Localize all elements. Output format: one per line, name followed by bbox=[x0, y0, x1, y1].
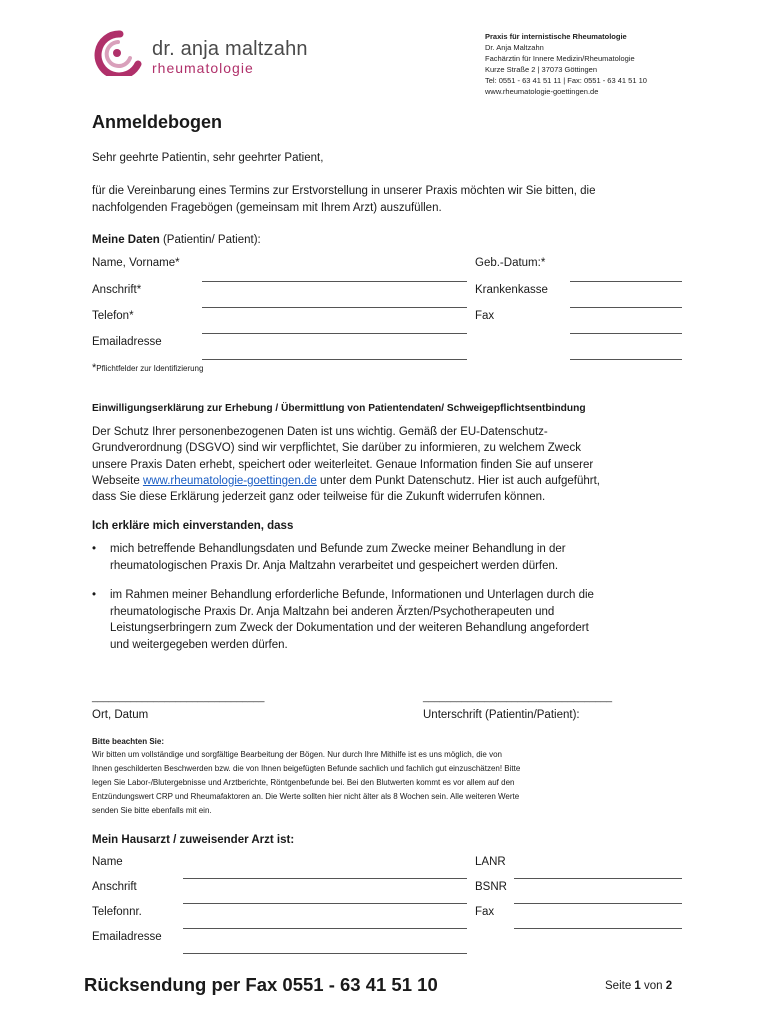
bullet-2-line-2: rheumatologische Praxis Dr. Anja Maltzahn bei anderen Ärzten/Psychotherapeuten und bbox=[110, 605, 555, 618]
bullet-2-line-4: und weitergegeben werden dürfen. bbox=[110, 638, 288, 651]
fax-input-line[interactable] bbox=[570, 333, 682, 334]
page-mid: von bbox=[640, 980, 666, 992]
place-date-line[interactable]: _______________________________ bbox=[92, 692, 265, 703]
bullet-icon: • bbox=[92, 589, 97, 601]
consent-line-4-pre: Webseite bbox=[92, 475, 143, 487]
page-current: 1 bbox=[634, 980, 641, 992]
fax-label: Fax bbox=[475, 310, 495, 322]
bullet-icon: • bbox=[92, 543, 97, 555]
gp-address-input-line[interactable] bbox=[183, 903, 467, 904]
bullet-2-line-3: Leistungserbringern zum Zweck der Dokumentation und der weiteren Behandlung angefordert bbox=[110, 622, 589, 634]
note-line-5: senden Sie bitte ebenfalls mit ein. bbox=[92, 806, 212, 815]
consent-heading: Einwilligungserklärung zur Erhebung / Übermittlung von Patientendaten/ Schweigepflichtsentbindung bbox=[92, 403, 586, 414]
practice-logo-icon bbox=[90, 30, 148, 76]
patient-heading-rest: (Patientin/ Patient): bbox=[159, 234, 261, 246]
gp-fax-input-line[interactable] bbox=[514, 928, 682, 929]
required-note bbox=[92, 362, 203, 374]
note-line-4: Entzündungswert CRP und Rheumafaktoren an. Die Werte sollten hier nicht älter als 8 Wochen sein. Alle weiteren Werte bbox=[92, 792, 520, 801]
intro-line-2: nachfolgenden Fragebögen (gemeinsam mit Ihrem Arzt) auszufüllen. bbox=[92, 202, 442, 214]
dob-label: Geb.-Datum:* bbox=[475, 257, 546, 269]
header-contact: Tel: 0551 - 63 41 51 11 | Fax: 0551 - 63 41 51 10 bbox=[485, 76, 647, 85]
gp-lanr-input-line[interactable] bbox=[514, 878, 682, 879]
header-website[interactable]: www.rheumatologie-goettingen.de bbox=[485, 87, 599, 96]
note-heading: Bitte beachten Sie: bbox=[92, 737, 165, 746]
logo-subtitle: rheumatologie bbox=[152, 60, 254, 76]
name-label: Name, Vorname* bbox=[92, 257, 180, 269]
extra-input-line[interactable] bbox=[570, 359, 682, 360]
agree-heading: Ich erkläre mich einverstanden, dass bbox=[92, 520, 294, 532]
signature-label: Unterschrift (Patientin/Patient): bbox=[423, 709, 580, 721]
note-line-2: Ihnen geschilderten Beschwerden bzw. die von Ihnen beigefügten Befunde sachlich und fachlich gut einzuschätzen! Bitte bbox=[92, 764, 521, 773]
phone-label: Telefon* bbox=[92, 310, 134, 322]
gp-heading: Mein Hausarzt / zuweisender Arzt ist: bbox=[92, 834, 295, 846]
patient-section-heading bbox=[92, 232, 261, 249]
page-title: Anmeldebogen bbox=[92, 112, 223, 132]
header-address: Kurze Straße 2 | 37073 Göttingen bbox=[485, 65, 598, 74]
required-note-text: Pflichtfelder zur Identifizierung bbox=[96, 364, 204, 373]
phone-input-line[interactable] bbox=[202, 333, 467, 334]
note-line-1: Wir bitten um vollständige und sorgfältige Bearbeitung der Bögen. Nur durch Ihre Mithilfe ist es uns möglich, die von bbox=[92, 750, 502, 759]
gp-name-label: Name bbox=[92, 856, 123, 868]
insurance-label: Krankenkasse bbox=[475, 284, 548, 296]
gp-bsnr-label: BSNR bbox=[475, 881, 507, 893]
gp-bsnr-input-line[interactable] bbox=[514, 903, 682, 904]
address-input-line[interactable] bbox=[202, 307, 467, 308]
signature-line[interactable]: __________________________________ bbox=[423, 692, 613, 703]
page-total: 2 bbox=[665, 980, 673, 992]
email-label: Emailadresse bbox=[92, 336, 162, 348]
website-link[interactable]: www.rheumatologie-goettingen.de bbox=[142, 475, 317, 487]
gp-name-input-line[interactable] bbox=[183, 878, 467, 879]
patient-heading-bold: Meine Daten bbox=[92, 234, 160, 246]
consent-line-2: Grundverordnung (DSGVO) sind wir verpflichtet, Sie darüber zu informieren, zu welchem Zweck bbox=[92, 442, 581, 454]
consent-line-3: unsere Praxis Daten erhebt, speichert oder weiterleitet. Genaue Information finden Sie auf unserer bbox=[92, 459, 594, 471]
insurance-input-line[interactable] bbox=[570, 307, 682, 308]
logo-name: dr. anja maltzahn bbox=[152, 38, 308, 60]
name-input-line[interactable] bbox=[202, 281, 467, 282]
header-doctor: Dr. Anja Maltzahn bbox=[485, 43, 544, 52]
header-practice: Praxis für internistische Rheumatologie bbox=[485, 32, 627, 41]
gp-email-label: Emailadresse bbox=[92, 931, 162, 943]
intro-line-1: für die Vereinbarung eines Termins zur Erstvorstellung in unserer Praxis möchten wir Sie bitten, die bbox=[92, 185, 596, 197]
greeting: Sehr geehrte Patientin, sehr geehrter Patient, bbox=[92, 152, 324, 164]
gp-phone-label: Telefonnr. bbox=[92, 906, 142, 918]
consent-line-5: dass Sie diese Erklärung jederzeit ganz oder teilweise für die Zukunft widerrufen können. bbox=[92, 491, 546, 503]
consent-line-4 bbox=[92, 473, 600, 490]
page-prefix: Seite bbox=[605, 980, 635, 992]
gp-lanr-label: LANR bbox=[475, 856, 506, 868]
dob-input-line[interactable] bbox=[570, 281, 682, 282]
gp-address-label: Anschrift bbox=[92, 881, 137, 893]
fax-return-note: Rücksendung per Fax 0551 - 63 41 51 10 bbox=[84, 974, 438, 995]
note-line-3: legen Sie Labor-/Blutergebnisse und Arztberichte, Röntgenbefunde bei. Bei den Blutwerten kommt es vor allem auf den bbox=[92, 778, 515, 787]
bullet-2-line-1: im Rahmen meiner Behandlung erforderliche Befunde, Informationen und Unterlagen durch die bbox=[110, 589, 594, 601]
bullet-1-line-2: rheumatologischen Praxis Dr. Anja Maltzahn verarbeitet und gespeichert werden dürfen. bbox=[110, 559, 559, 572]
gp-fax-label: Fax bbox=[475, 906, 495, 918]
gp-email-input-line[interactable] bbox=[183, 953, 467, 954]
bullet-1-line-1: mich betreffende Behandlungsdaten und Befunde zum Zwecke meiner Behandlung in der bbox=[110, 543, 566, 555]
header-specialty: Fachärztin für Innere Medizin/Rheumatologie bbox=[485, 54, 635, 63]
address-label: Anschrift* bbox=[92, 284, 142, 296]
required-mark: * bbox=[92, 362, 97, 374]
email-input-line[interactable] bbox=[202, 359, 467, 360]
gp-phone-input-line[interactable] bbox=[183, 928, 467, 929]
page-number bbox=[605, 980, 672, 992]
consent-line-4-post: unter dem Punkt Datenschutz. Hier ist auch aufgeführt, bbox=[316, 475, 601, 487]
consent-line-1: Der Schutz Ihrer personenbezogenen Daten ist uns wichtig. Gemäß der EU-Datenschutz- bbox=[92, 426, 548, 438]
place-date-label: Ort, Datum bbox=[92, 709, 149, 721]
